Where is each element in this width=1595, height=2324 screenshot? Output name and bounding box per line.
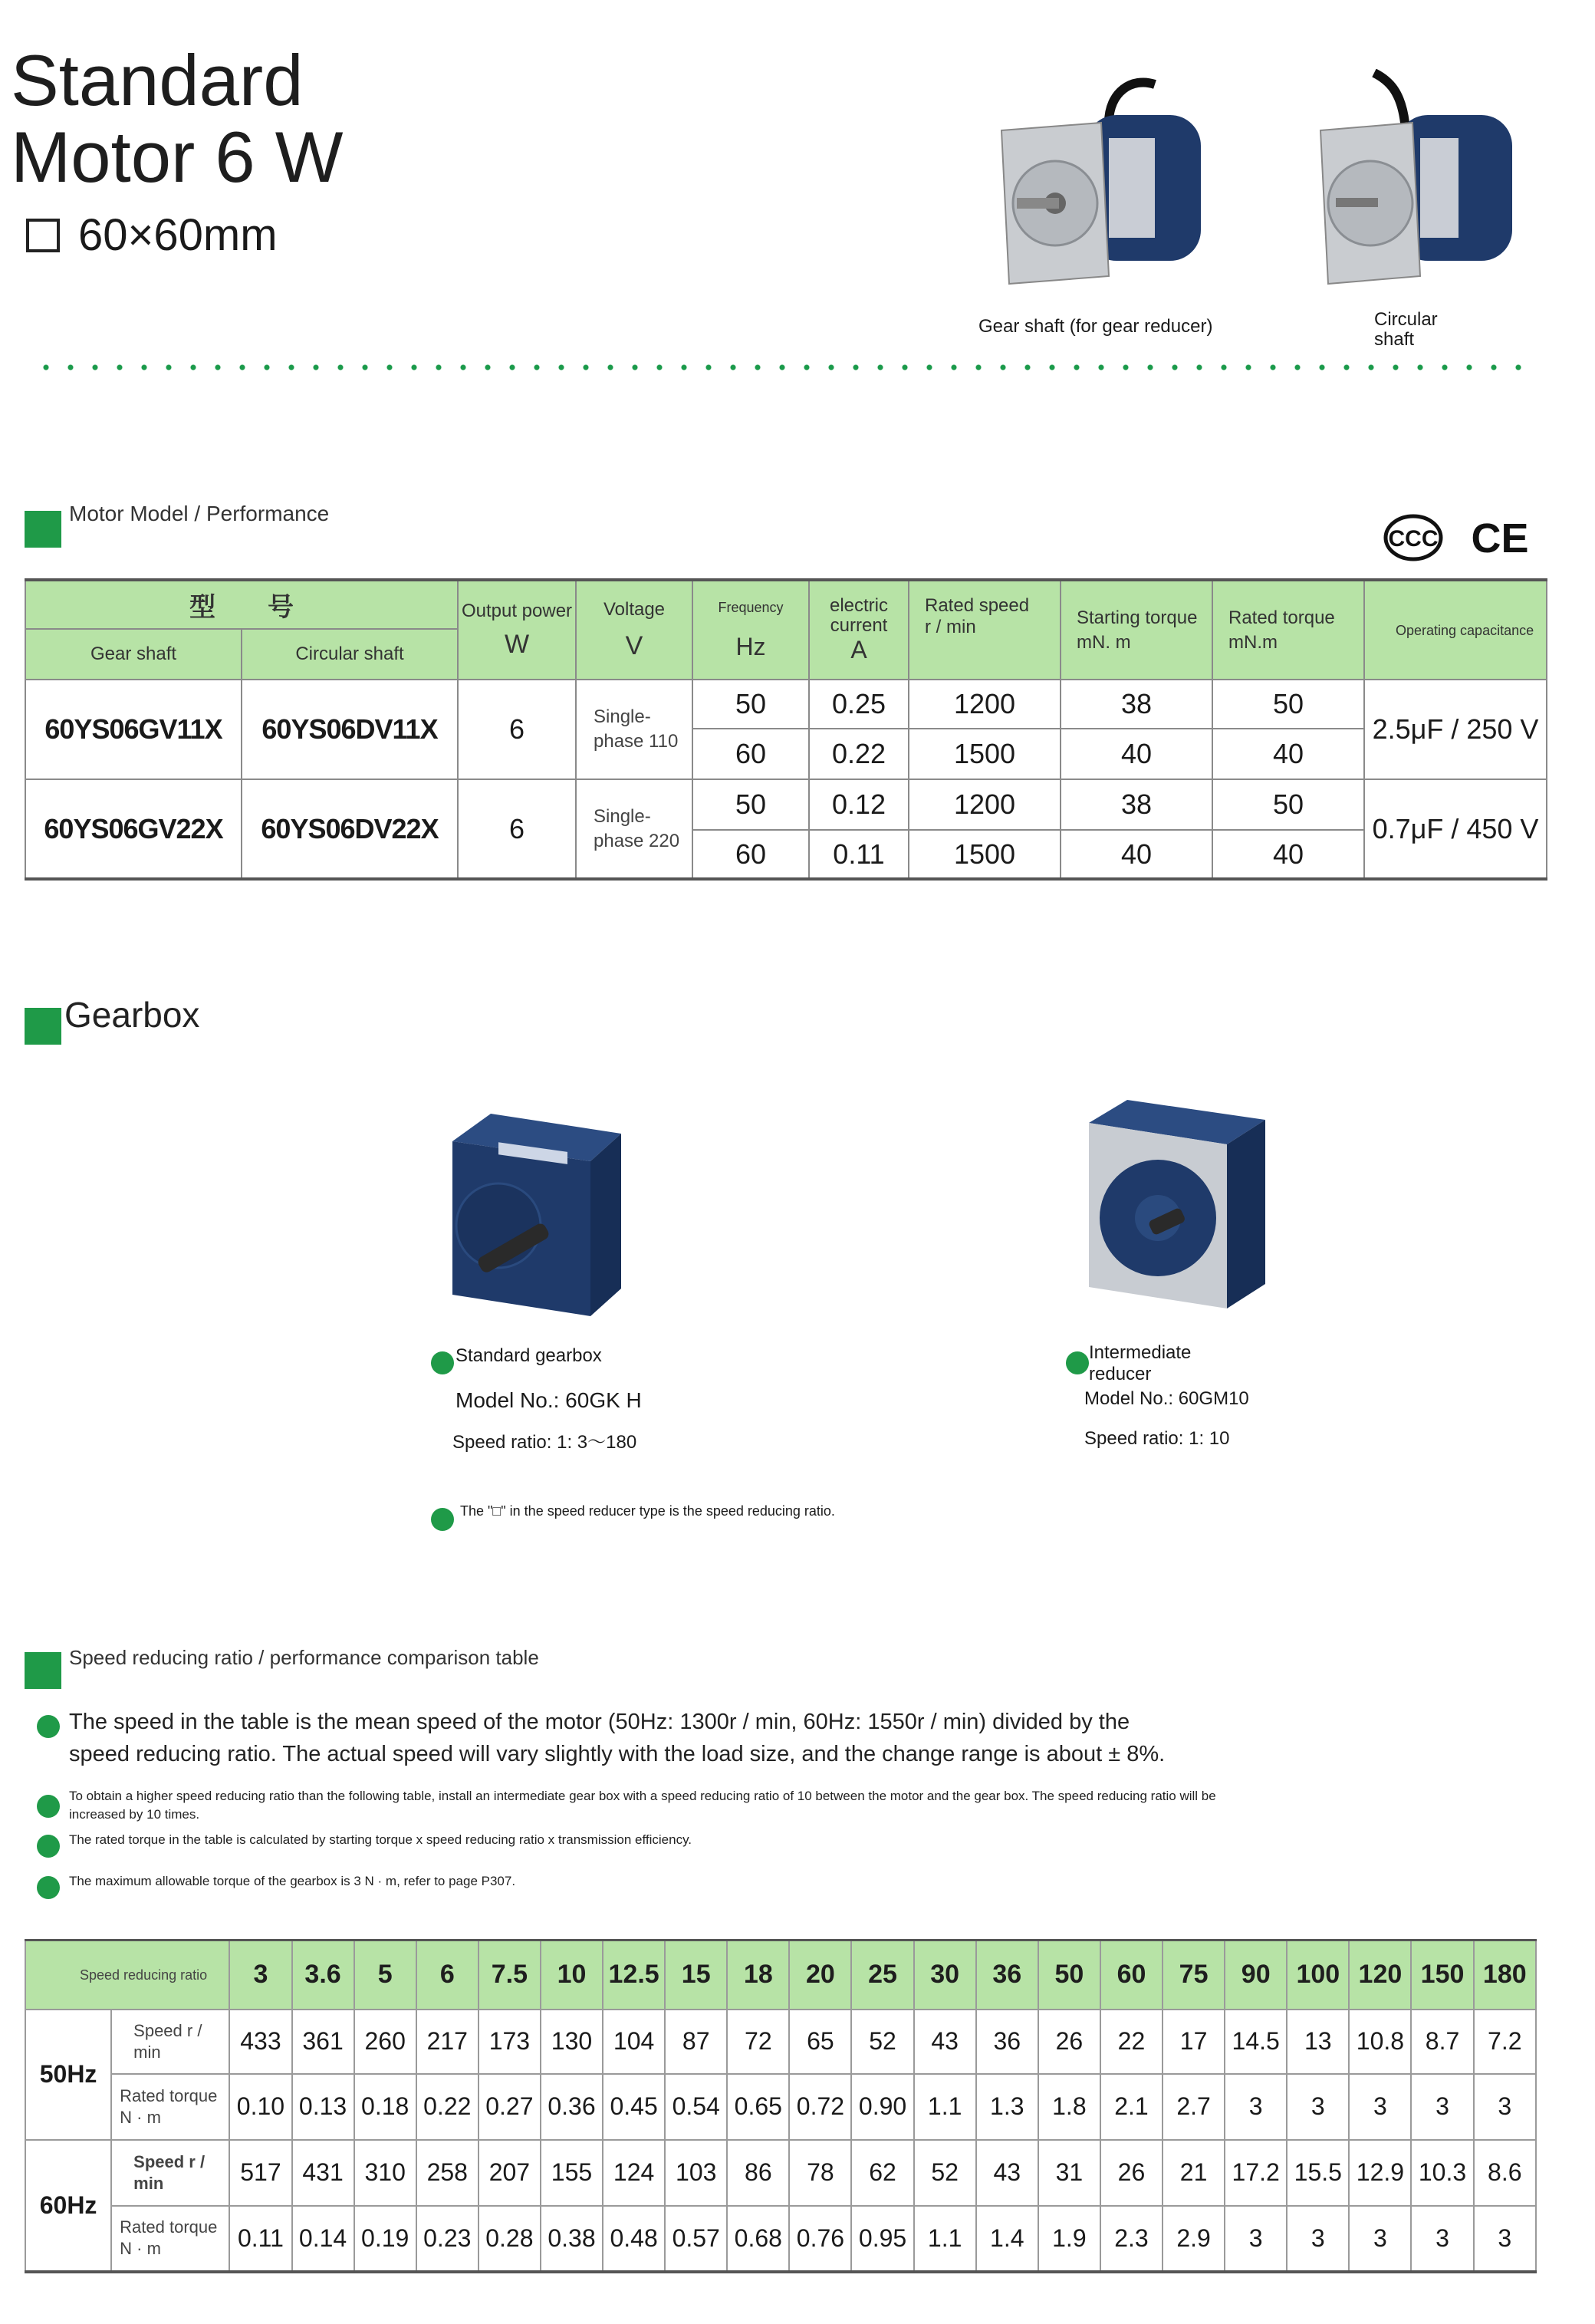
ratio-note-1: The speed in the table is the mean speed of the motor (50Hz: 1300r / min, 60Hz: 1550r / min) divided by the speed reducing ratio. The actual speed will vary slightly with the load size, and the change range is about ± 8%. — [69, 1710, 1166, 1766]
ratio-value-cell: 433 — [229, 2010, 291, 2074]
starting-torque-header: Starting torque mN. m — [1061, 580, 1212, 680]
ratio-value-cell: 2.3 — [1100, 2206, 1163, 2272]
ccc-certification-icon — [1383, 514, 1443, 561]
ratio-column-header: 100 — [1287, 1941, 1349, 2010]
section-marker — [25, 511, 61, 548]
model-header: 型 号 — [25, 580, 458, 629]
intermediate-reducer-model: Model No.: 60GM10 — [1084, 1388, 1249, 1409]
ratio-value-cell: 0.11 — [229, 2206, 291, 2272]
ratio-value-cell: 52 — [914, 2140, 976, 2206]
table-row: Rated torque N · m 0.10 0.13 0.18 0.22 0.27 0.36 0.45 0.54 0.65 0.72 0.90 1.1 1.3 1.8 2.1 2.7 3 3 3 3 3 — [25, 2074, 1536, 2140]
bullet-icon — [37, 1715, 60, 1738]
ratio-value-cell: 12.9 — [1349, 2140, 1411, 2206]
ratio-column-header: 120 — [1349, 1941, 1411, 2010]
table-row: Rated torque N · m 0.11 0.14 0.19 0.23 0.28 0.38 0.48 0.57 0.68 0.76 0.95 1.1 1.4 1.9 2.3 2.9 3 3 3 3 3 — [25, 2206, 1536, 2272]
ratio-value-cell: 0.95 — [851, 2206, 913, 2272]
ratio-value-cell: 207 — [479, 2140, 541, 2206]
ratio-column-header: 3.6 — [292, 1941, 354, 2010]
gear-shaft-header: Gear shaft — [25, 629, 242, 680]
gear-shaft-motor-image — [994, 69, 1209, 291]
ratio-value-cell: 17.2 — [1225, 2140, 1287, 2206]
ratio-value-cell: 0.90 — [851, 2074, 913, 2140]
ratio-value-cell: 3 — [1411, 2206, 1473, 2272]
hz-60-label: 60Hz — [25, 2140, 111, 2272]
ratio-value-cell: 62 — [851, 2140, 913, 2206]
intermediate-reducer-image — [1081, 1097, 1273, 1312]
section-marker — [25, 1652, 61, 1689]
ratio-value-cell: 3 — [1225, 2074, 1287, 2140]
ratio-header-label: Speed reducing ratio — [25, 1941, 229, 2010]
circular-shaft-motor-image — [1313, 69, 1528, 291]
standard-gearbox-image — [437, 1111, 629, 1318]
bullet-icon — [37, 1795, 60, 1818]
ratio-value-cell: 1.1 — [914, 2206, 976, 2272]
ratio-value-cell: 1.1 — [914, 2074, 976, 2140]
bullet-icon — [1066, 1351, 1089, 1374]
ratio-value-cell: 2.9 — [1163, 2206, 1225, 2272]
ratio-note-3: The rated torque in the table is calculated by starting torque x speed reducing ratio x transmission efficiency. — [69, 1832, 692, 1847]
motor-performance-table — [25, 578, 1547, 881]
circular-shaft-header: Circular shaft — [242, 629, 458, 680]
ratio-column-header: 50 — [1038, 1941, 1100, 2010]
ratio-column-header: 36 — [976, 1941, 1038, 2010]
ratio-column-header: 30 — [914, 1941, 976, 2010]
standard-gearbox-model: Model No.: 60GK H — [455, 1388, 642, 1412]
current-header: electric current A — [809, 580, 909, 680]
ratio-column-header: 3 — [229, 1941, 291, 2010]
ratio-value-cell: 0.57 — [665, 2206, 727, 2272]
svg-text:CE: CE — [1471, 515, 1529, 561]
ratio-value-cell: 0.23 — [416, 2206, 479, 2272]
page-title: Standard Motor 6 W — [11, 40, 344, 197]
ratio-performance-table — [25, 1939, 1537, 2273]
ratio-value-cell: 130 — [541, 2010, 603, 2074]
ratio-value-cell: 7.2 — [1474, 2010, 1536, 2074]
ratio-value-cell: 155 — [541, 2140, 603, 2206]
bullet-icon — [431, 1351, 454, 1374]
ratio-value-cell: 3 — [1474, 2206, 1536, 2272]
intermediate-reducer-label: Intermediate reducer — [1089, 1342, 1192, 1384]
ratio-value-cell: 104 — [603, 2010, 665, 2074]
ratio-value-cell: 3 — [1349, 2074, 1411, 2140]
ratio-value-cell: 14.5 — [1225, 2010, 1287, 2074]
ratio-value-cell: 78 — [789, 2140, 851, 2206]
ratio-column-header: 75 — [1163, 1941, 1225, 2010]
standard-gearbox-label: Standard gearbox — [455, 1345, 602, 1366]
rated-speed-header: Rated speed r / min — [909, 580, 1061, 680]
table-row: 50Hz Speed r / min 433 361 260 217 173 130 104 87 72 65 52 43 36 26 22 17 14.5 13 10.8 8.7 7.2 — [25, 2010, 1536, 2074]
ratio-value-cell: 3 — [1411, 2074, 1473, 2140]
ratio-column-header: 18 — [727, 1941, 789, 2010]
ratio-value-cell: 13 — [1287, 2010, 1349, 2074]
ratio-value-cell: 310 — [354, 2140, 416, 2206]
ratio-value-cell: 21 — [1163, 2140, 1225, 2206]
bullet-icon — [431, 1508, 454, 1531]
ratio-value-cell: 0.36 — [541, 2074, 603, 2140]
ratio-value-cell: 3 — [1225, 2206, 1287, 2272]
ratio-value-cell: 1.9 — [1038, 2206, 1100, 2272]
ratio-value-cell: 8.6 — [1474, 2140, 1536, 2206]
ratio-value-cell: 3 — [1349, 2206, 1411, 2272]
hz-50-label: 50Hz — [25, 2010, 111, 2140]
ratio-note-4: The maximum allowable torque of the gearbox is 3 N · m, refer to page P307. — [69, 1874, 516, 1888]
ratio-value-cell: 0.38 — [541, 2206, 603, 2272]
svg-text:CCC: CCC — [1388, 526, 1439, 551]
ratio-value-cell: 8.7 — [1411, 2010, 1473, 2074]
ratio-value-cell: 65 — [789, 2010, 851, 2074]
ratio-value-cell: 0.76 — [789, 2206, 851, 2272]
table-row: 60 0.22 1500 40 40 — [25, 729, 1547, 779]
ratio-value-cell: 431 — [292, 2140, 354, 2206]
ratio-value-cell: 52 — [851, 2010, 913, 2074]
ratio-value-cell: 258 — [416, 2140, 479, 2206]
ratio-value-cell: 26 — [1038, 2010, 1100, 2074]
ratio-value-cell: 1.8 — [1038, 2074, 1100, 2140]
ratio-value-cell: 0.18 — [354, 2074, 416, 2140]
ratio-column-header: 15 — [665, 1941, 727, 2010]
ratio-value-cell: 361 — [292, 2010, 354, 2074]
ratio-value-cell: 260 — [354, 2010, 416, 2074]
output-power-header: Output power W — [458, 580, 576, 680]
circular-shaft-caption: Circular shaft — [1374, 309, 1438, 350]
ratio-value-cell: 1.4 — [976, 2206, 1038, 2272]
ratio-column-header: 25 — [851, 1941, 913, 2010]
ratio-value-cell: 0.28 — [479, 2206, 541, 2272]
ratio-column-header: 90 — [1225, 1941, 1287, 2010]
ratio-column-header: 150 — [1411, 1941, 1473, 2010]
ratio-value-cell: 72 — [727, 2010, 789, 2074]
ratio-value-cell: 2.7 — [1163, 2074, 1225, 2140]
ratio-value-cell: 17 — [1163, 2010, 1225, 2074]
ratio-value-cell: 217 — [416, 2010, 479, 2074]
ce-certification-icon — [1471, 514, 1529, 561]
square-icon — [26, 219, 60, 252]
ratio-value-cell: 0.27 — [479, 2074, 541, 2140]
ratio-value-cell: 86 — [727, 2140, 789, 2206]
voltage-header: Voltage V — [576, 580, 692, 680]
ratio-value-cell: 173 — [479, 2010, 541, 2074]
table-row: 60 0.11 1500 40 40 — [25, 830, 1547, 879]
ratio-column-header: 7.5 — [479, 1941, 541, 2010]
ratio-column-header: 6 — [416, 1941, 479, 2010]
table-row: 60YS06GV22X 60YS06DV22X 6 Single-phase 220 50 0.12 1200 38 50 0.7μF / 450 V — [25, 779, 1547, 830]
motor-section-title: Motor Model / Performance — [69, 502, 330, 525]
ratio-value-cell: 0.14 — [292, 2206, 354, 2272]
ratio-column-header: 12.5 — [603, 1941, 665, 2010]
section-marker — [25, 1008, 61, 1045]
ratio-value-cell: 0.19 — [354, 2206, 416, 2272]
intermediate-reducer-ratio: Speed ratio: 1: 10 — [1084, 1428, 1230, 1449]
ratio-value-cell: 15.5 — [1287, 2140, 1349, 2206]
gearbox-note: The "□" in the speed reducer type is the speed reducing ratio. — [460, 1503, 835, 1519]
ratio-column-header: 60 — [1100, 1941, 1163, 2010]
ratio-value-cell: 10.3 — [1411, 2140, 1473, 2206]
rated-torque-header: Rated torque mN.m — [1212, 580, 1364, 680]
ratio-value-cell: 124 — [603, 2140, 665, 2206]
ratio-value-cell: 36 — [976, 2010, 1038, 2074]
ratio-value-cell: 0.48 — [603, 2206, 665, 2272]
ratio-value-cell: 26 — [1100, 2140, 1163, 2206]
table-row: 60Hz Speed r / min 517 431 310 258 207 155 124 103 86 78 62 52 43 31 26 21 17.2 15.5 12.9 10.3 8.6 — [25, 2140, 1536, 2206]
ratio-value-cell: 3 — [1287, 2074, 1349, 2140]
ratio-value-cell: 3 — [1474, 2074, 1536, 2140]
standard-gearbox-ratio: Speed ratio: 1: 3～180 — [452, 1432, 637, 1453]
ratio-value-cell: 0.10 — [229, 2074, 291, 2140]
bullet-icon — [37, 1835, 60, 1858]
ratio-value-cell: 87 — [665, 2010, 727, 2074]
ratio-value-cell: 0.65 — [727, 2074, 789, 2140]
ratio-note-2: To obtain a higher speed reducing ratio than the following table, install an intermediate gear box with a speed reducing ratio of 10 between the motor and the gear box. The speed reducing ratio will be increased by 10 times. — [69, 1789, 1216, 1822]
ratio-column-header: 180 — [1474, 1941, 1536, 2010]
gearbox-title: Gearbox — [64, 995, 200, 1035]
bullet-icon — [37, 1876, 60, 1899]
ratio-value-cell: 0.54 — [665, 2074, 727, 2140]
ratio-section-title: Speed reducing ratio / performance comparison table — [69, 1646, 539, 1669]
ratio-value-cell: 31 — [1038, 2140, 1100, 2206]
table-row: 60YS06GV11X 60YS06DV11X 6 Single-phase 110 50 0.25 1200 38 50 2.5μF / 250 V — [25, 680, 1547, 729]
ratio-value-cell: 2.1 — [1100, 2074, 1163, 2140]
ratio-value-cell: 103 — [665, 2140, 727, 2206]
gear-shaft-caption: Gear shaft (for gear reducer) — [978, 316, 1213, 337]
ratio-value-cell: 1.3 — [976, 2074, 1038, 2140]
ratio-value-cell: 3 — [1287, 2206, 1349, 2272]
divider — [34, 364, 1537, 371]
ratio-value-cell: 0.22 — [416, 2074, 479, 2140]
ratio-value-cell: 0.45 — [603, 2074, 665, 2140]
ratio-value-cell: 10.8 — [1349, 2010, 1411, 2074]
ratio-column-header: 5 — [354, 1941, 416, 2010]
ratio-value-cell: 0.72 — [789, 2074, 851, 2140]
ratio-value-cell: 43 — [976, 2140, 1038, 2206]
motor-size: 60×60mm — [26, 209, 278, 262]
capacitance-header: Operating capacitance — [1364, 580, 1547, 680]
ratio-value-cell: 22 — [1100, 2010, 1163, 2074]
ratio-column-header: 20 — [789, 1941, 851, 2010]
ratio-value-cell: 43 — [914, 2010, 976, 2074]
frequency-header: Frequency Hz — [692, 580, 809, 680]
ratio-value-cell: 517 — [229, 2140, 291, 2206]
ratio-value-cell: 0.13 — [292, 2074, 354, 2140]
ratio-column-header: 10 — [541, 1941, 603, 2010]
ratio-value-cell: 0.68 — [727, 2206, 789, 2272]
